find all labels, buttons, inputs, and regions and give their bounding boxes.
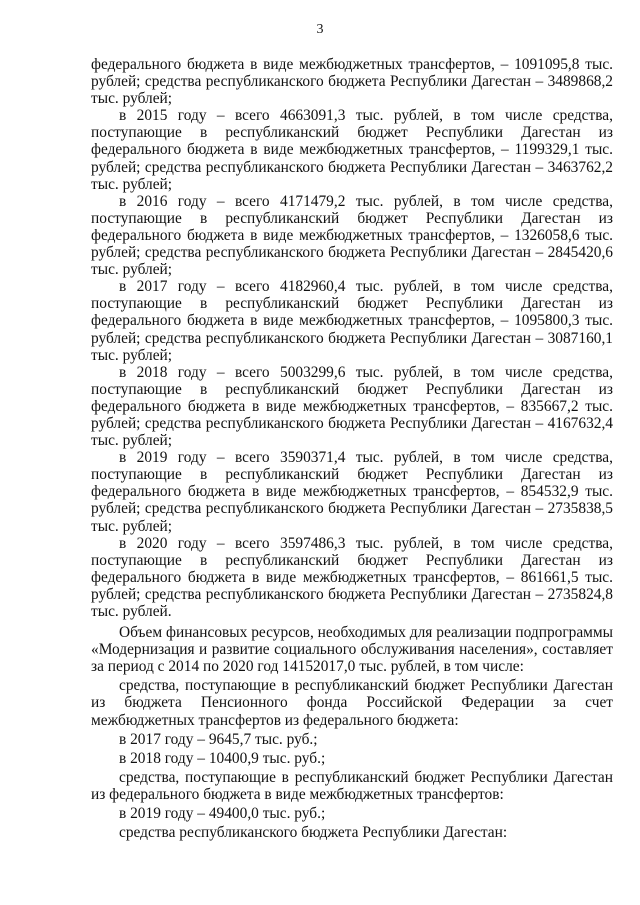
- federal-2019-line: в 2019 году – 49400,0 тыс. руб.;: [119, 805, 326, 823]
- volume-paragraph: Объем финансовых ресурсов, необходимых для реализации подпрограммы «Модернизация и развитие социального обслуживания населения», составляет за период с 2014 по 2020 год 14152017,0 тыс. рублей, в том числе:: [91, 624, 613, 676]
- pension-2017-line: в 2017 году – 9645,7 тыс. руб.;: [119, 730, 318, 748]
- lead-paragraph: федерального бюджета в виде межбюджетных трансфертов, – 1091095,8 тыс. рублей; средства республиканского бюджета Республики Дагестан – 3489868,2 тыс. рублей;: [91, 56, 613, 108]
- pension-2018-line: в 2018 году – 10400,9 тыс. руб.;: [119, 749, 326, 767]
- year-2015-paragraph: в 2015 году – всего 4663091,3 тыс. рублей, в том числе средства, поступающие в республиканский бюджет Республики Дагестан из федерального бюджета в виде межбюджетных трансфертов, – 1199329,1 тыс. рублей; средства республиканского бюджета Республики Дагестан – 3463762,2 тыс. рублей;: [91, 107, 613, 193]
- year-2019-paragraph: в 2019 году – всего 3590371,4 тыс. рублей, в том числе средства, поступающие в республиканский бюджет Республики Дагестан из федерального бюджета в виде межбюджетных трансфертов, – 854532,9 тыс. рублей; средства республиканского бюджета Республики Дагестан – 2735838,5 тыс. рублей;: [91, 449, 613, 535]
- republic-paragraph: средства республиканского бюджета Республики Дагестан:: [119, 824, 508, 842]
- year-2020-paragraph: в 2020 году – всего 3597486,3 тыс. рублей, в том числе средства, поступающие в республиканский бюджет Республики Дагестан из федерального бюджета в виде межбюджетных трансфертов, – 861661,5 тыс. рублей; средства республиканского бюджета Республики Дагестан – 2735824,8 тыс. рублей.: [91, 534, 613, 620]
- year-2017-paragraph: в 2017 году – всего 4182960,4 тыс. рублей, в том числе средства, поступающие в республиканский бюджет Республики Дагестан из федерального бюджета в виде межбюджетных трансфертов, – 1095800,3 тыс. рублей; средства республиканского бюджета Республики Дагестан – 3087160,1 тыс. рублей;: [91, 278, 613, 364]
- pension-fund-paragraph: средства, поступающие в республиканский бюджет Республики Дагестан из бюджета Пенсионного фонда Российской Федерации за счет межбюджетных трансфертов из федерального бюджета:: [91, 677, 613, 729]
- page-number: 3: [316, 22, 324, 37]
- document-body: [91, 56, 613, 841]
- year-2018-paragraph: в 2018 году – всего 5003299,6 тыс. рублей, в том числе средства, поступающие в республиканский бюджет Республики Дагестан из федерального бюджета в виде межбюджетных трансфертов, – 835667,2 тыс. рублей; средства республиканского бюджета Республики Дагестан – 4167632,4 тыс. рублей;: [91, 363, 613, 450]
- federal-paragraph: средства, поступающие в республиканский бюджет Республики Дагестан из федерального бюджета в виде межбюджетных трансфертов:: [91, 768, 613, 803]
- year-2016-paragraph: в 2016 году – всего 4171479,2 тыс. рублей, в том числе средства, поступающие в республиканский бюджет Республики Дагестан из федерального бюджета в виде межбюджетных трансфертов, – 1326058,6 тыс. рублей; средства республиканского бюджета Республики Дагестан – 2845420,6 тыс. рублей;: [91, 192, 613, 279]
